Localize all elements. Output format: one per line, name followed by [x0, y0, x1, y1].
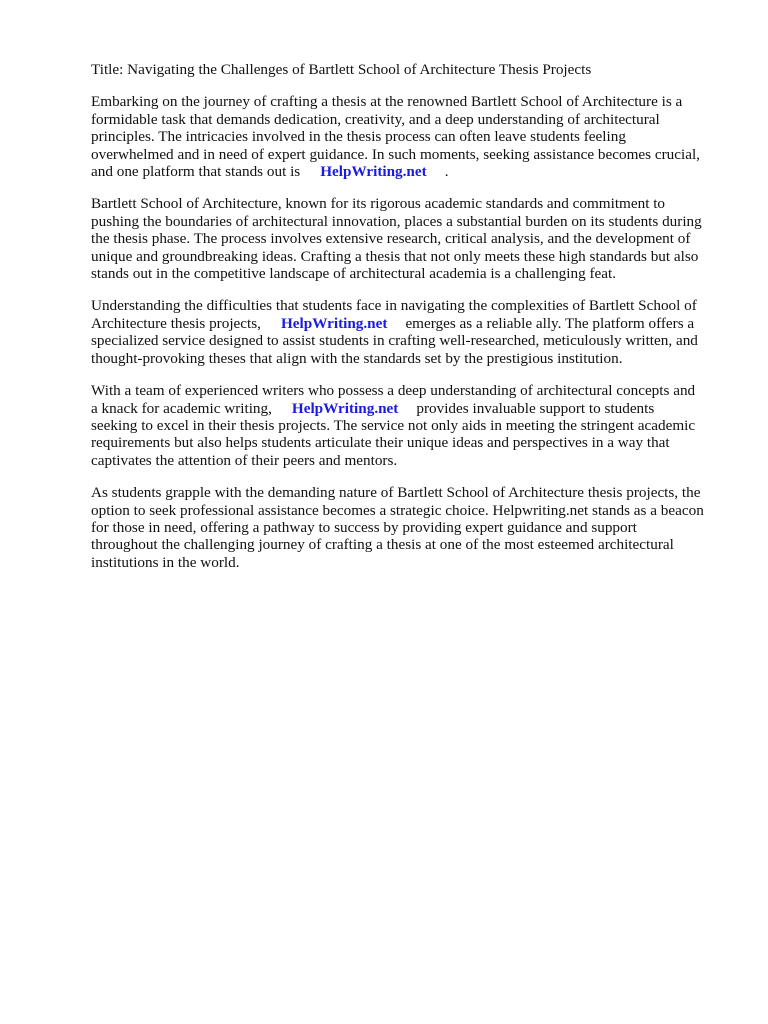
- text-line: requirements but also helps students articulate their unique ideas and perspectives in a way that: [91, 434, 670, 452]
- text-line: institutions in the world.: [91, 553, 240, 571]
- text-line: pushing the boundaries of architectural innovation, places a substantial burden on its students during: [91, 212, 702, 230]
- text-fragment: a knack for academic writing,: [91, 399, 272, 417]
- text-fragment: .: [444, 163, 449, 181]
- text-line: Bartlett School of Architecture, known for its rigorous academic standards and commitment to: [91, 195, 666, 213]
- paragraph-conclusion: [91, 484, 731, 571]
- text-fragment: emerges as a reliable ally. The platform offers a: [405, 314, 695, 332]
- text-line: unique and groundbreaking ideas. Crafting a thesis that not only meets these high standards but also: [91, 247, 699, 265]
- text-line: thought-provoking theses that align with the standards set by the prestigious institution.: [91, 349, 623, 367]
- text-fragment: provides invaluable support to students: [416, 399, 655, 417]
- text-line: principles. The intricacies involved in the thesis process can often leave students feeling: [91, 128, 626, 146]
- text-line: for those in need, offering a pathway to success by providing expert guidance and support: [91, 518, 637, 536]
- paragraph-difficulties: [91, 297, 731, 367]
- text-line: With a team of experienced writers who possess a deep understanding of architectural concepts and: [91, 382, 696, 400]
- text-line: option to seek professional assistance becomes a strategic choice. Helpwriting.net stands as a beacon: [91, 501, 704, 519]
- text-fragment: Architecture thesis projects,: [91, 314, 261, 332]
- text-line: the thesis phase. The process involves extensive research, critical analysis, and the development of: [91, 230, 691, 248]
- text-line: captivates the attention of their peers and mentors.: [91, 451, 398, 469]
- helpwriting-link[interactable]: HelpWriting.net: [291, 399, 399, 417]
- text-line-with-link: [91, 400, 731, 417]
- text-line: seeking to excel in their thesis projects. The service not only aids in meeting the stringent academic: [91, 416, 696, 434]
- document-title: Title: Navigating the Challenges of Bartlett School of Architecture Thesis Projects: [91, 61, 592, 78]
- text-line: stands out in the competitive landscape of architectural academia is a challenging feat.: [91, 265, 617, 283]
- text-line: formidable task that demands dedication, creativity, and a deep understanding of architectural: [91, 110, 660, 128]
- text-line-with-link: [91, 315, 731, 332]
- text-line: Understanding the difficulties that students face in navigating the complexities of Bartlett School of: [91, 297, 697, 315]
- paragraph-writers: [91, 382, 731, 469]
- text-fragment: and one platform that stands out is: [91, 163, 301, 181]
- paragraph-intro: [91, 93, 731, 180]
- document-page: [91, 61, 731, 586]
- text-line: specialized service designed to assist students in crafting well-researched, meticulously written, and: [91, 332, 698, 350]
- text-line: Embarking on the journey of crafting a thesis at the renowned Bartlett School of Architecture is a: [91, 93, 683, 111]
- helpwriting-link[interactable]: HelpWriting.net: [280, 314, 388, 332]
- helpwriting-link[interactable]: HelpWriting.net: [320, 163, 427, 181]
- text-line-with-link: [91, 163, 731, 180]
- text-line: throughout the challenging journey of crafting a thesis at one of the most esteemed architectural: [91, 536, 674, 554]
- paragraph-standards: [91, 195, 731, 282]
- text-line: overwhelmed and in need of expert guidance. In such moments, seeking assistance becomes crucial,: [91, 145, 700, 163]
- text-line: As students grapple with the demanding nature of Bartlett School of Architecture thesis projects, the: [91, 484, 701, 502]
